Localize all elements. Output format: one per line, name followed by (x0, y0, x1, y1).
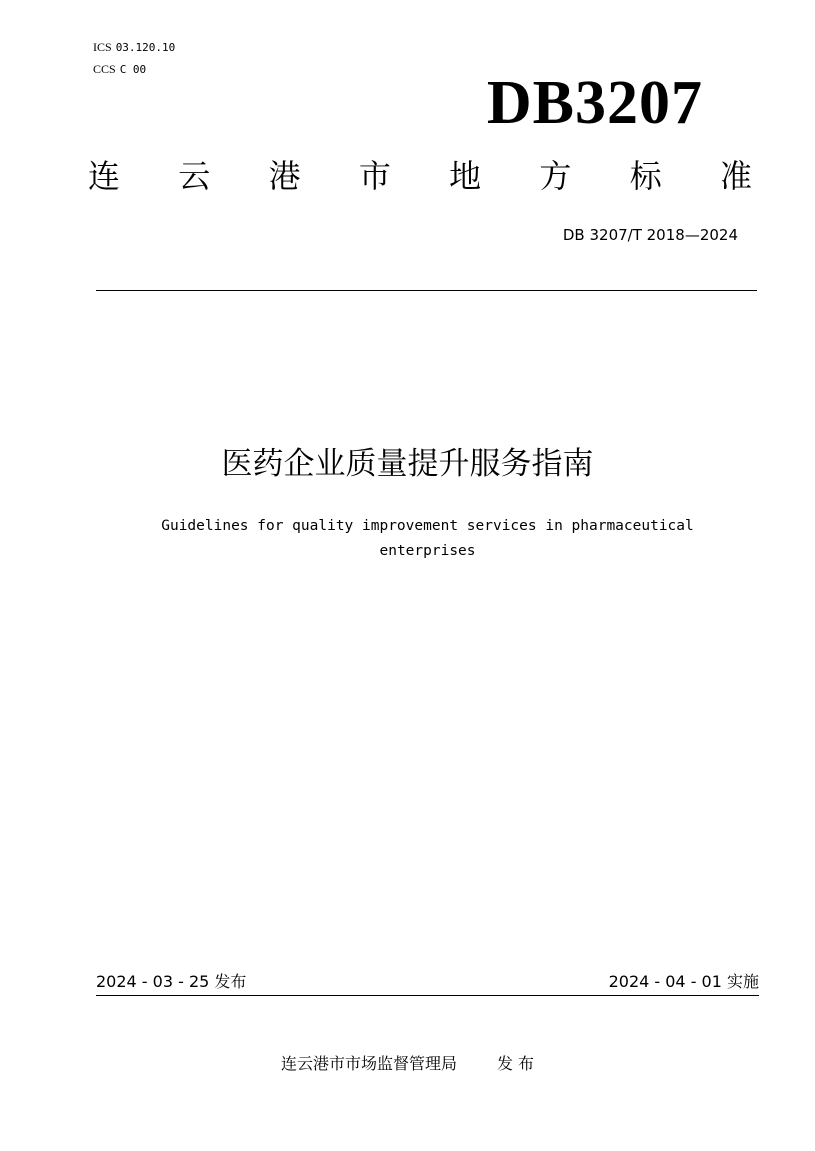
publisher-action: 发 布 (496, 1054, 535, 1073)
implementation-date: 2024 - 04 - 01 实施 (608, 972, 759, 991)
standard-type-char: 方 (539, 157, 572, 195)
standard-type-char: 港 (268, 157, 301, 195)
title-english-line: enterprises (379, 543, 476, 559)
issue-date: 2024 - 03 - 25 发布 (96, 972, 247, 991)
title-chinese: 医药企业质量提升服务指南 (221, 446, 594, 482)
publisher (0, 1053, 815, 1075)
title-english (100, 514, 755, 564)
ccs-label: CCS (93, 62, 116, 76)
ccs-line (93, 62, 146, 77)
publisher-name: 连云港市市场监督管理局 (280, 1054, 457, 1073)
standard-type-char: 连 (88, 157, 121, 195)
ics-line (93, 40, 175, 55)
standard-type-char: 市 (358, 157, 391, 195)
standard-type (88, 156, 752, 196)
top-divider (96, 290, 757, 291)
title-english-line: Guidelines for quality improvement services in pharmaceutical (161, 518, 694, 534)
db-code-logo: DB3207 (486, 69, 703, 137)
standard-type-char: 地 (449, 157, 482, 195)
bottom-divider (96, 995, 759, 996)
standard-type-char: 准 (719, 157, 752, 195)
standard-type-char: 云 (178, 157, 211, 195)
ccs-code: C 00 (119, 63, 147, 76)
ics-code: 03.120.10 (115, 41, 176, 54)
ics-label: ICS (93, 40, 112, 54)
standard-type-char: 标 (629, 157, 662, 195)
standard-number: DB 3207/T 2018—2024 (562, 226, 738, 244)
